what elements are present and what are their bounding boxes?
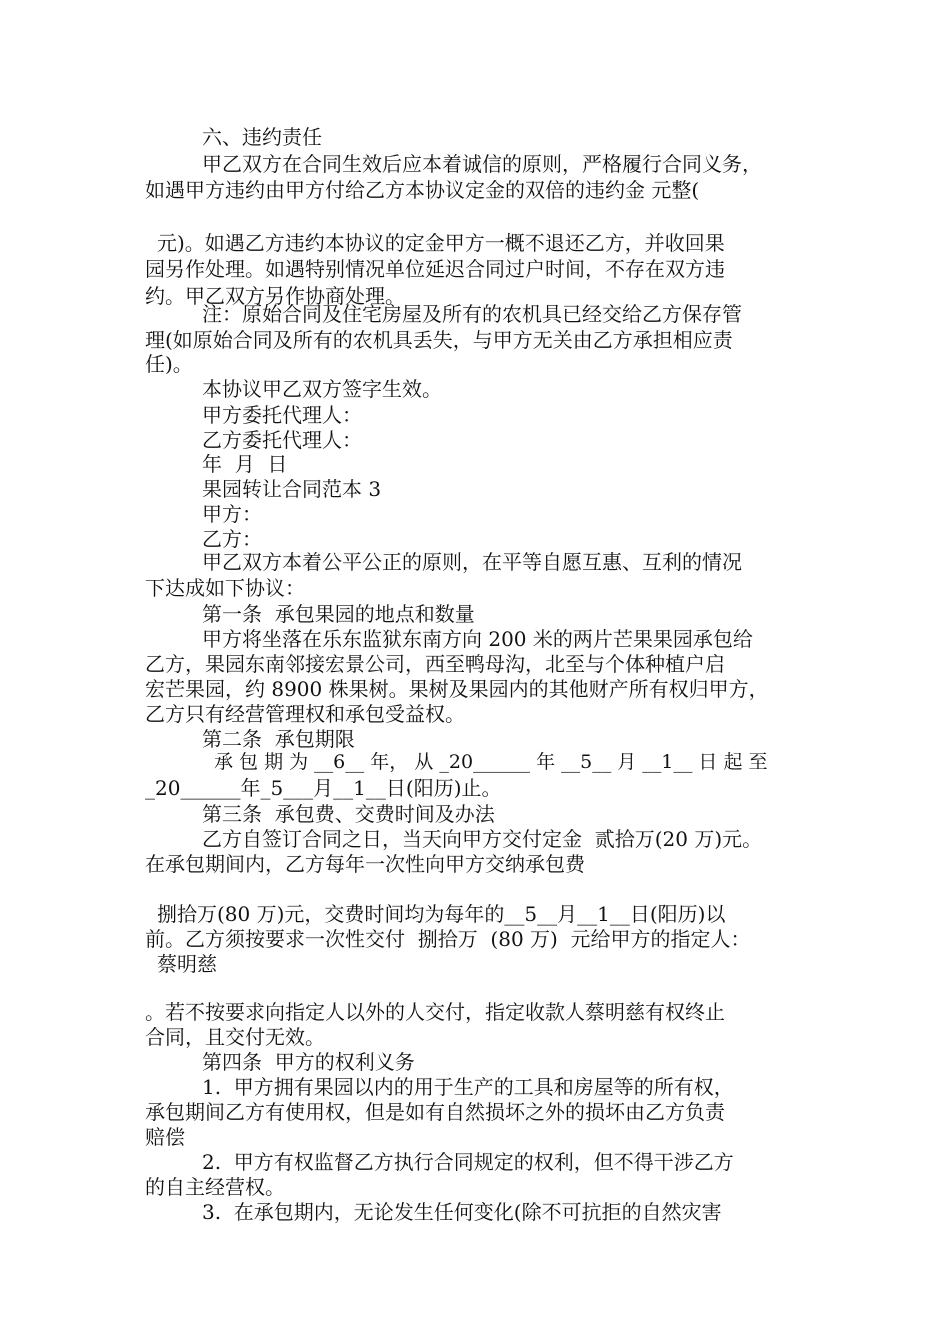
document-title: 果园转让合同范本 3: [202, 477, 382, 501]
paragraph-line: 约。甲乙双方另作协商处理。: [145, 284, 405, 308]
paragraph-line: 蔡明慈: [157, 952, 217, 976]
signature-line: 乙方委托代理人：: [202, 428, 362, 452]
paragraph-line: 甲方将坐落在乐东监狱东南方向 200 米的两片芒果果园承包给: [202, 627, 753, 651]
paragraph-line: 在承包期间内，乙方每年一次性向甲方交纳承包费: [145, 852, 585, 876]
article-heading: 第一条 承包果园的地点和数量: [202, 602, 475, 626]
paragraph-line: 园另作处理。如遇特别情况单位延迟合同过户时间，不存在双方违: [145, 257, 725, 281]
paragraph-line: 3. 在承包期内，无论发生任何变化(除不可抗拒的自然灾害: [202, 1200, 722, 1224]
note-line: 注：原始合同及住宅房屋及所有的农机具已经交给乙方保存管: [202, 302, 742, 326]
article-heading: 第四条 甲方的权利义务: [202, 1050, 415, 1074]
party-line: 乙方：: [202, 527, 262, 551]
paragraph-line: 如遇甲方违约由甲方付给乙方本协议定金的双倍的违约金 元整(: [145, 178, 700, 202]
paragraph-line: 乙方自签订合同之日，当天向甲方交付定金 贰拾万(20 万)元。: [202, 827, 763, 851]
paragraph-line: 前。乙方须按要求一次性交付 捌拾万 (80 万) 元给甲方的指定人：: [145, 927, 751, 951]
paragraph-line: 1. 甲方拥有果园以内的用于生产的工具和房屋等的所有权，: [202, 1075, 734, 1099]
paragraph-line: 本协议甲乙双方签字生效。: [202, 377, 442, 401]
paragraph-line: 下达成如下协议：: [145, 576, 305, 600]
article-heading: 第二条 承包期限: [202, 727, 355, 751]
party-line: 甲方：: [202, 502, 262, 526]
signature-line: 甲方委托代理人：: [202, 403, 362, 427]
paragraph-line: _20______年_5___月__1__日(阳历)止。: [145, 776, 502, 800]
paragraph-line: 乙方只有经营管理权和承包受益权。: [145, 702, 465, 726]
article-heading: 第三条 承包费、交费时间及办法: [202, 802, 495, 826]
paragraph-line: 的自主经营权。: [145, 1175, 285, 1199]
paragraph-line: 。若不按要求向指定人以外的人交付，指定收款人蔡明慈有权终止: [145, 1000, 725, 1024]
paragraph-line: 甲乙双方在合同生效后应本着诚信的原则，严格履行合同义务，: [202, 152, 762, 176]
paragraph-line: 元)。如遇乙方违约本协议的定金甲方一概不退还乙方，并收回果: [157, 231, 725, 255]
paragraph-line: 承包期间乙方有使用权，但是如有自然损坏之外的损坏由乙方负责: [145, 1100, 725, 1124]
paragraph-line: 合同，且交付无效。: [145, 1025, 325, 1049]
paragraph-line: 乙方，果园东南邻接宏景公司，西至鸭母沟，北至与个体种植户启: [145, 652, 725, 676]
paragraph-line: 宏芒果园，约 8900 株果树。果树及果园内的其他财产所有权归甲方，: [145, 677, 769, 701]
paragraph-line: 承 包 期 为 __6__ 年， 从 _20______ 年 __5__ 月 __1__ 日 起 至: [214, 751, 768, 773]
date-line: 年 月 日: [202, 452, 288, 476]
paragraph-line: 赔偿: [145, 1125, 185, 1149]
paragraph-line: 甲乙双方本着公平公正的原则，在平等自愿互惠、互利的情况: [202, 550, 742, 574]
section-heading: 六、违约责任: [202, 125, 322, 149]
paragraph-line: 捌拾万(80 万)元，交费时间均为每年的__5__月__1__日(阳历)以: [157, 902, 726, 926]
note-line: 理(如原始合同及所有的农机具丢失，与甲方无关由乙方承担相应责: [145, 328, 733, 352]
note-line: 任)。: [145, 352, 193, 376]
paragraph-line: 2. 甲方有权监督乙方执行合同规定的权利，但不得干涉乙方: [202, 1150, 734, 1174]
